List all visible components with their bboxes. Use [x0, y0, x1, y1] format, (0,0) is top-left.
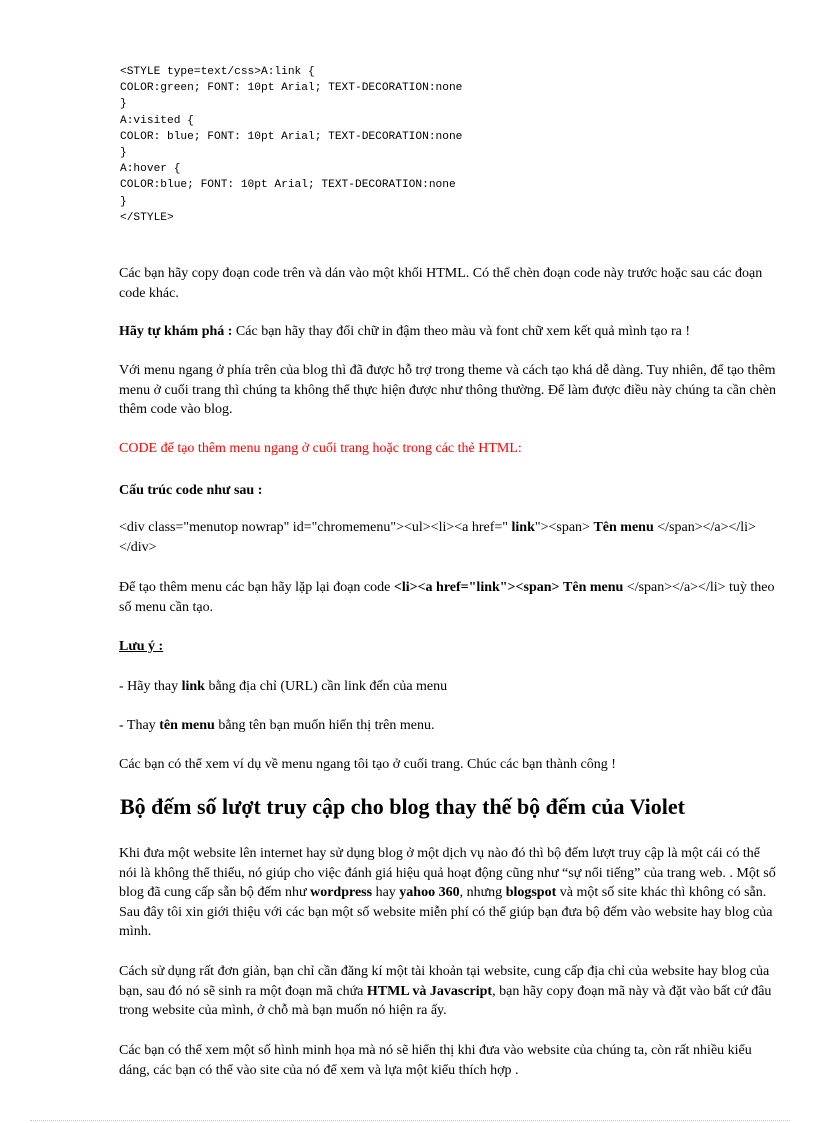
note-text: bằng địa chỉ (URL) cần link đến của menu: [204, 679, 448, 694]
repeat-code: <li><a href="link"><span>: [393, 580, 560, 595]
counter-text: và một số site khác thì không có sẵn. Sau đây tôi xin giới thiệu với các bạn một số website miễn phí có thể giúp bạn đưa bộ đếm vào website hay blog của mình.: [119, 885, 773, 939]
counter-keyword: blogspot: [505, 885, 557, 900]
usage-keyword: HTML và Javascript: [366, 983, 493, 999]
note-keyword: tên menu: [159, 718, 215, 733]
paragraph-explore: [119, 322, 779, 342]
note-item-link: [119, 677, 779, 697]
paragraph-usage: [119, 962, 779, 1021]
structure-heading: [119, 481, 779, 501]
css-code-block: <STYLE type=text/css>A:link { COLOR:green; FONT: 10pt Arial; TEXT-DECORATION:none } A:visited { COLOR: blue; FONT: 10pt Arial; TEXT-DECORATION:none } A:hover { COLOR:blue; FONT: 10pt Arial; TEXT-DECORATION:none } </STYLE>: [120, 66, 463, 224]
red-code-heading: CODE để tạo thêm menu ngang ở cuối trang hoặc trong các thẻ HTML:: [119, 441, 522, 456]
repeat-text: </span></a></li> tuỳ theo số menu cần tạo.: [119, 580, 775, 615]
counter-keyword: wordpress: [310, 885, 373, 900]
counter-keyword: yahoo 360: [399, 885, 460, 900]
note-heading-text: Lưu ý :: [119, 639, 164, 654]
note-text: - Thay: [119, 718, 160, 733]
div-code-part: <div class="menutop nowrap" id="chromemenu"><ul><li><a href=": [119, 520, 512, 535]
repeat-menu-name: Tên menu: [563, 580, 624, 595]
note-text: bằng tên bạn muốn hiển thị trên menu.: [214, 718, 435, 733]
paragraph-last: Các bạn có thể xem một số hình minh họa mà nó sẽ hiển thị khi đưa vào website của chúng ta, còn rất nhiều kiểu dáng, các bạn có thể vào site của nó để xem và lựa một kiểu thích hợp .: [119, 1043, 752, 1078]
div-code-menu-name: Tên menu: [593, 520, 654, 535]
paragraph-menu-info: Với menu ngang ở phía trên của blog thì đã được hỗ trợ trong theme và cách tạo khá dễ dàng. Tuy nhiên, để tạo thêm menu ở cuối trang thì chúng ta không thể thực hiện được như thông thường. Để làm được điều này chúng ta cần chèn thêm code vào blog.: [119, 363, 776, 417]
note-heading: [119, 637, 779, 657]
div-code-part: </span></a></li></div>: [119, 520, 756, 555]
usage-text: Cách sử dụng rất đơn giản, bạn chỉ cần đăng kí một tài khoản tại website, cung cấp địa chỉ của website hay blog của bạn, sau đó nó sẽ sinh ra một đoạn mã chứa: [119, 964, 770, 999]
explore-text: Các bạn hãy thay đổi chữ in đậm theo màu và font chữ xem kết quả mình tạo ra !: [232, 324, 691, 339]
counter-text: , nhưng: [459, 885, 506, 900]
paragraph-repeat: [119, 578, 779, 617]
usage-text: , bạn hãy copy đoạn mã này và đặt vào bất cứ đâu trong website của mình, ở chỗ mà bạn muốn nó hiện ra ấy.: [119, 983, 772, 1018]
section-title: Bộ đếm số lượt truy cập cho blog thay thế bộ đếm của Violet: [120, 794, 685, 819]
structure-heading-text: Cấu trúc code như sau :: [119, 483, 263, 498]
note-keyword: link: [181, 679, 205, 694]
counter-text: Khi đưa một website lên internet hay sử dụng blog ở một dịch vụ nào đó thì bộ đếm lượt truy cập là một cái có thể nói là không thể thiếu, nó giúp cho việc đánh giá hiệu quả hoạt động cũng như “sự nổi tiếng” của trang web. . Một số blog đã cung cấp sẵn bộ đếm như: [119, 846, 776, 900]
counter-text: hay: [372, 885, 400, 900]
page-bottom-divider: [30, 1120, 790, 1121]
explore-label: Hãy tự khám phá :: [119, 324, 233, 339]
repeat-text: Để tạo thêm menu các bạn hãy lặp lại đoạn code: [119, 580, 394, 595]
note-item-menu-name: [119, 716, 779, 736]
div-code-part: "><span>: [534, 520, 594, 535]
paragraph-copy-instruction: Các bạn hãy copy đoạn code trên và dán vào một khối HTML. Có thể chèn đoạn code này trước hoặc sau các đoạn code khác.: [119, 266, 763, 301]
paragraph-example: Các bạn có thể xem ví dụ về menu ngang tôi tạo ở cuối trang. Chúc các bạn thành công !: [119, 757, 616, 772]
div-code-link: link: [511, 520, 535, 535]
div-code-line: [119, 518, 779, 557]
note-text: - Hãy thay: [119, 679, 182, 694]
paragraph-counter: [119, 844, 779, 942]
